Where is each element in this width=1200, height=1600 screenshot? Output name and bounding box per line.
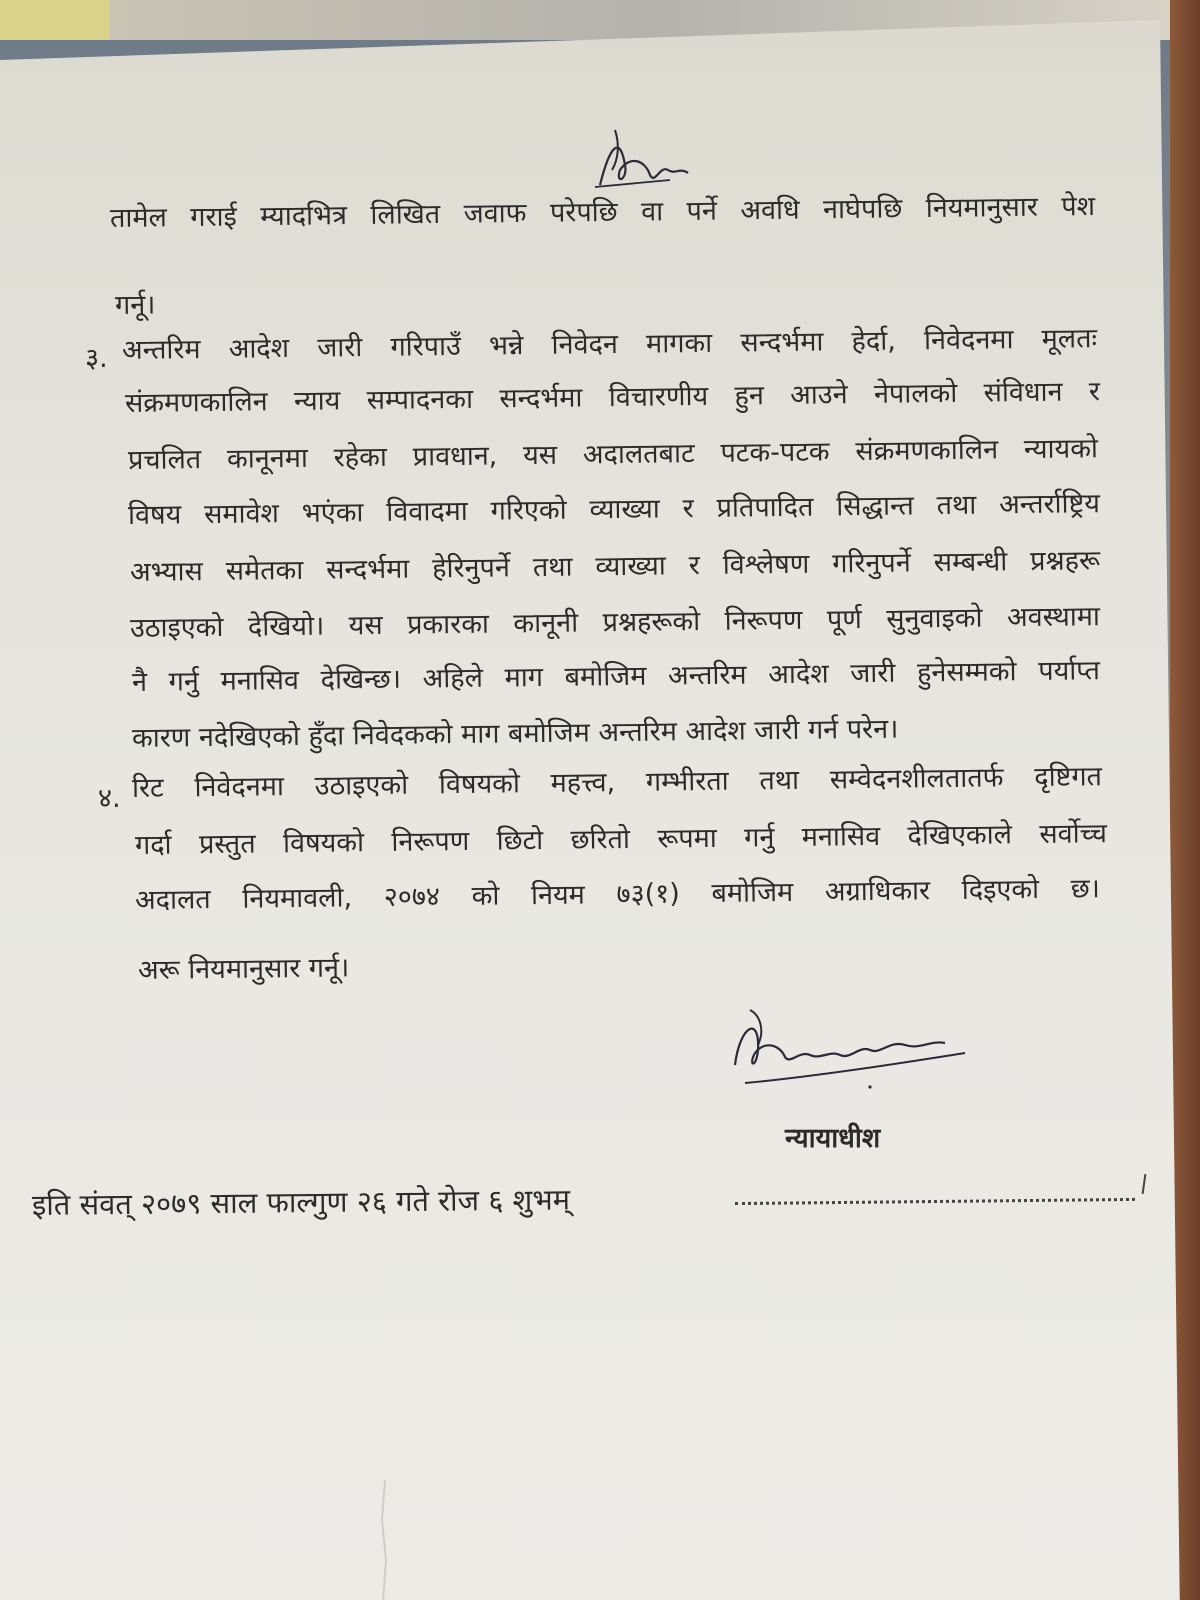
paper-crease — [370, 1480, 400, 1600]
document-page — [0, 20, 1180, 1600]
text-line-7: अभ्यास समेतका सन्दर्भमा हेरिनुपर्ने तथा व्याख्या र विश्लेषण गरिनुपर्ने सम्बन्धी प्रश्नहरू — [129, 545, 1101, 588]
text-line-1: तामेल गराई म्यादभित्र लिखित जवाफ परेपछि वा पर्ने अवधि नाघेपछि नियमानुसार पेश — [109, 190, 1096, 234]
text-line-14: अरू नियमानुसार गर्नू। — [137, 952, 350, 986]
text-line-4: संक्रमणकालिन न्याय सम्पादनका सन्दर्भमा विचारणीय हुन आउने नेपालको संविधान र — [124, 376, 1101, 419]
text-line-5: प्रचलित कानूनमा रहेका प्रावधान, यस अदालतबाट पटक-पटक संक्रमणकालिन न्यायको — [127, 433, 1099, 476]
sticky-note — [0, 0, 110, 40]
date-line: इति संवत् २०७९ साल फाल्गुण २६ गते रोज ६ शुभम् — [31, 1182, 571, 1222]
text-line-3: अन्तरिम आदेश जारी गरिपाउँ भन्ने निवेदन मागका सन्दर्भमा हेर्दा, निवेदनमा मूलतः — [121, 323, 1098, 366]
item-number-3: ३. — [84, 342, 108, 375]
text-line-13: अदालत नियमावली, २०७४ को नियम ७३(१) बमोजिम अग्राधिकार दिइएको छ। — [134, 873, 1101, 916]
text-line-10: कारण नदेखिएको हुँदा निवेदकको माग बमोजिम अन्तरिम आदेश जारी गर्न परेन। — [131, 713, 899, 754]
text-line-9: नै गर्नु मनासिव देखिन्छ। अहिले माग बमोजिम अन्तरिम आदेश जारी हुनेसम्मको पर्याप्त — [131, 655, 1101, 698]
text-line-6: विषय समावेश भएंका विवादमा गरिएको व्याख्या र प्रतिपादित सिद्धान्त तथा अन्तर्राष्ट्रिय — [127, 488, 1101, 531]
text-line-2: गर्नू। — [114, 289, 156, 321]
text-line-11: रिट निवेदनमा उठाइएको विषयको महत्त्व, गम्भीरता तथा सम्वेदनशीलतातर्फ दृष्टिगत — [131, 761, 1103, 804]
item-number-4: ४. — [97, 782, 121, 815]
text-line-8: उठाइएको देखियो। यस प्रकारका कानूनी प्रश्नहरूको निरूपण पूर्ण सुनुवाइको अवस्थामा — [129, 601, 1101, 644]
judge-signature — [730, 1005, 970, 1095]
judge-title: न्यायाधीश — [785, 1123, 881, 1154]
text-line-12: गर्दा प्रस्तुत विषयको निरूपण छिटो छरितो रूपमा गर्नु मनासिव देखिएकाले सर्वोच्च — [134, 818, 1108, 861]
